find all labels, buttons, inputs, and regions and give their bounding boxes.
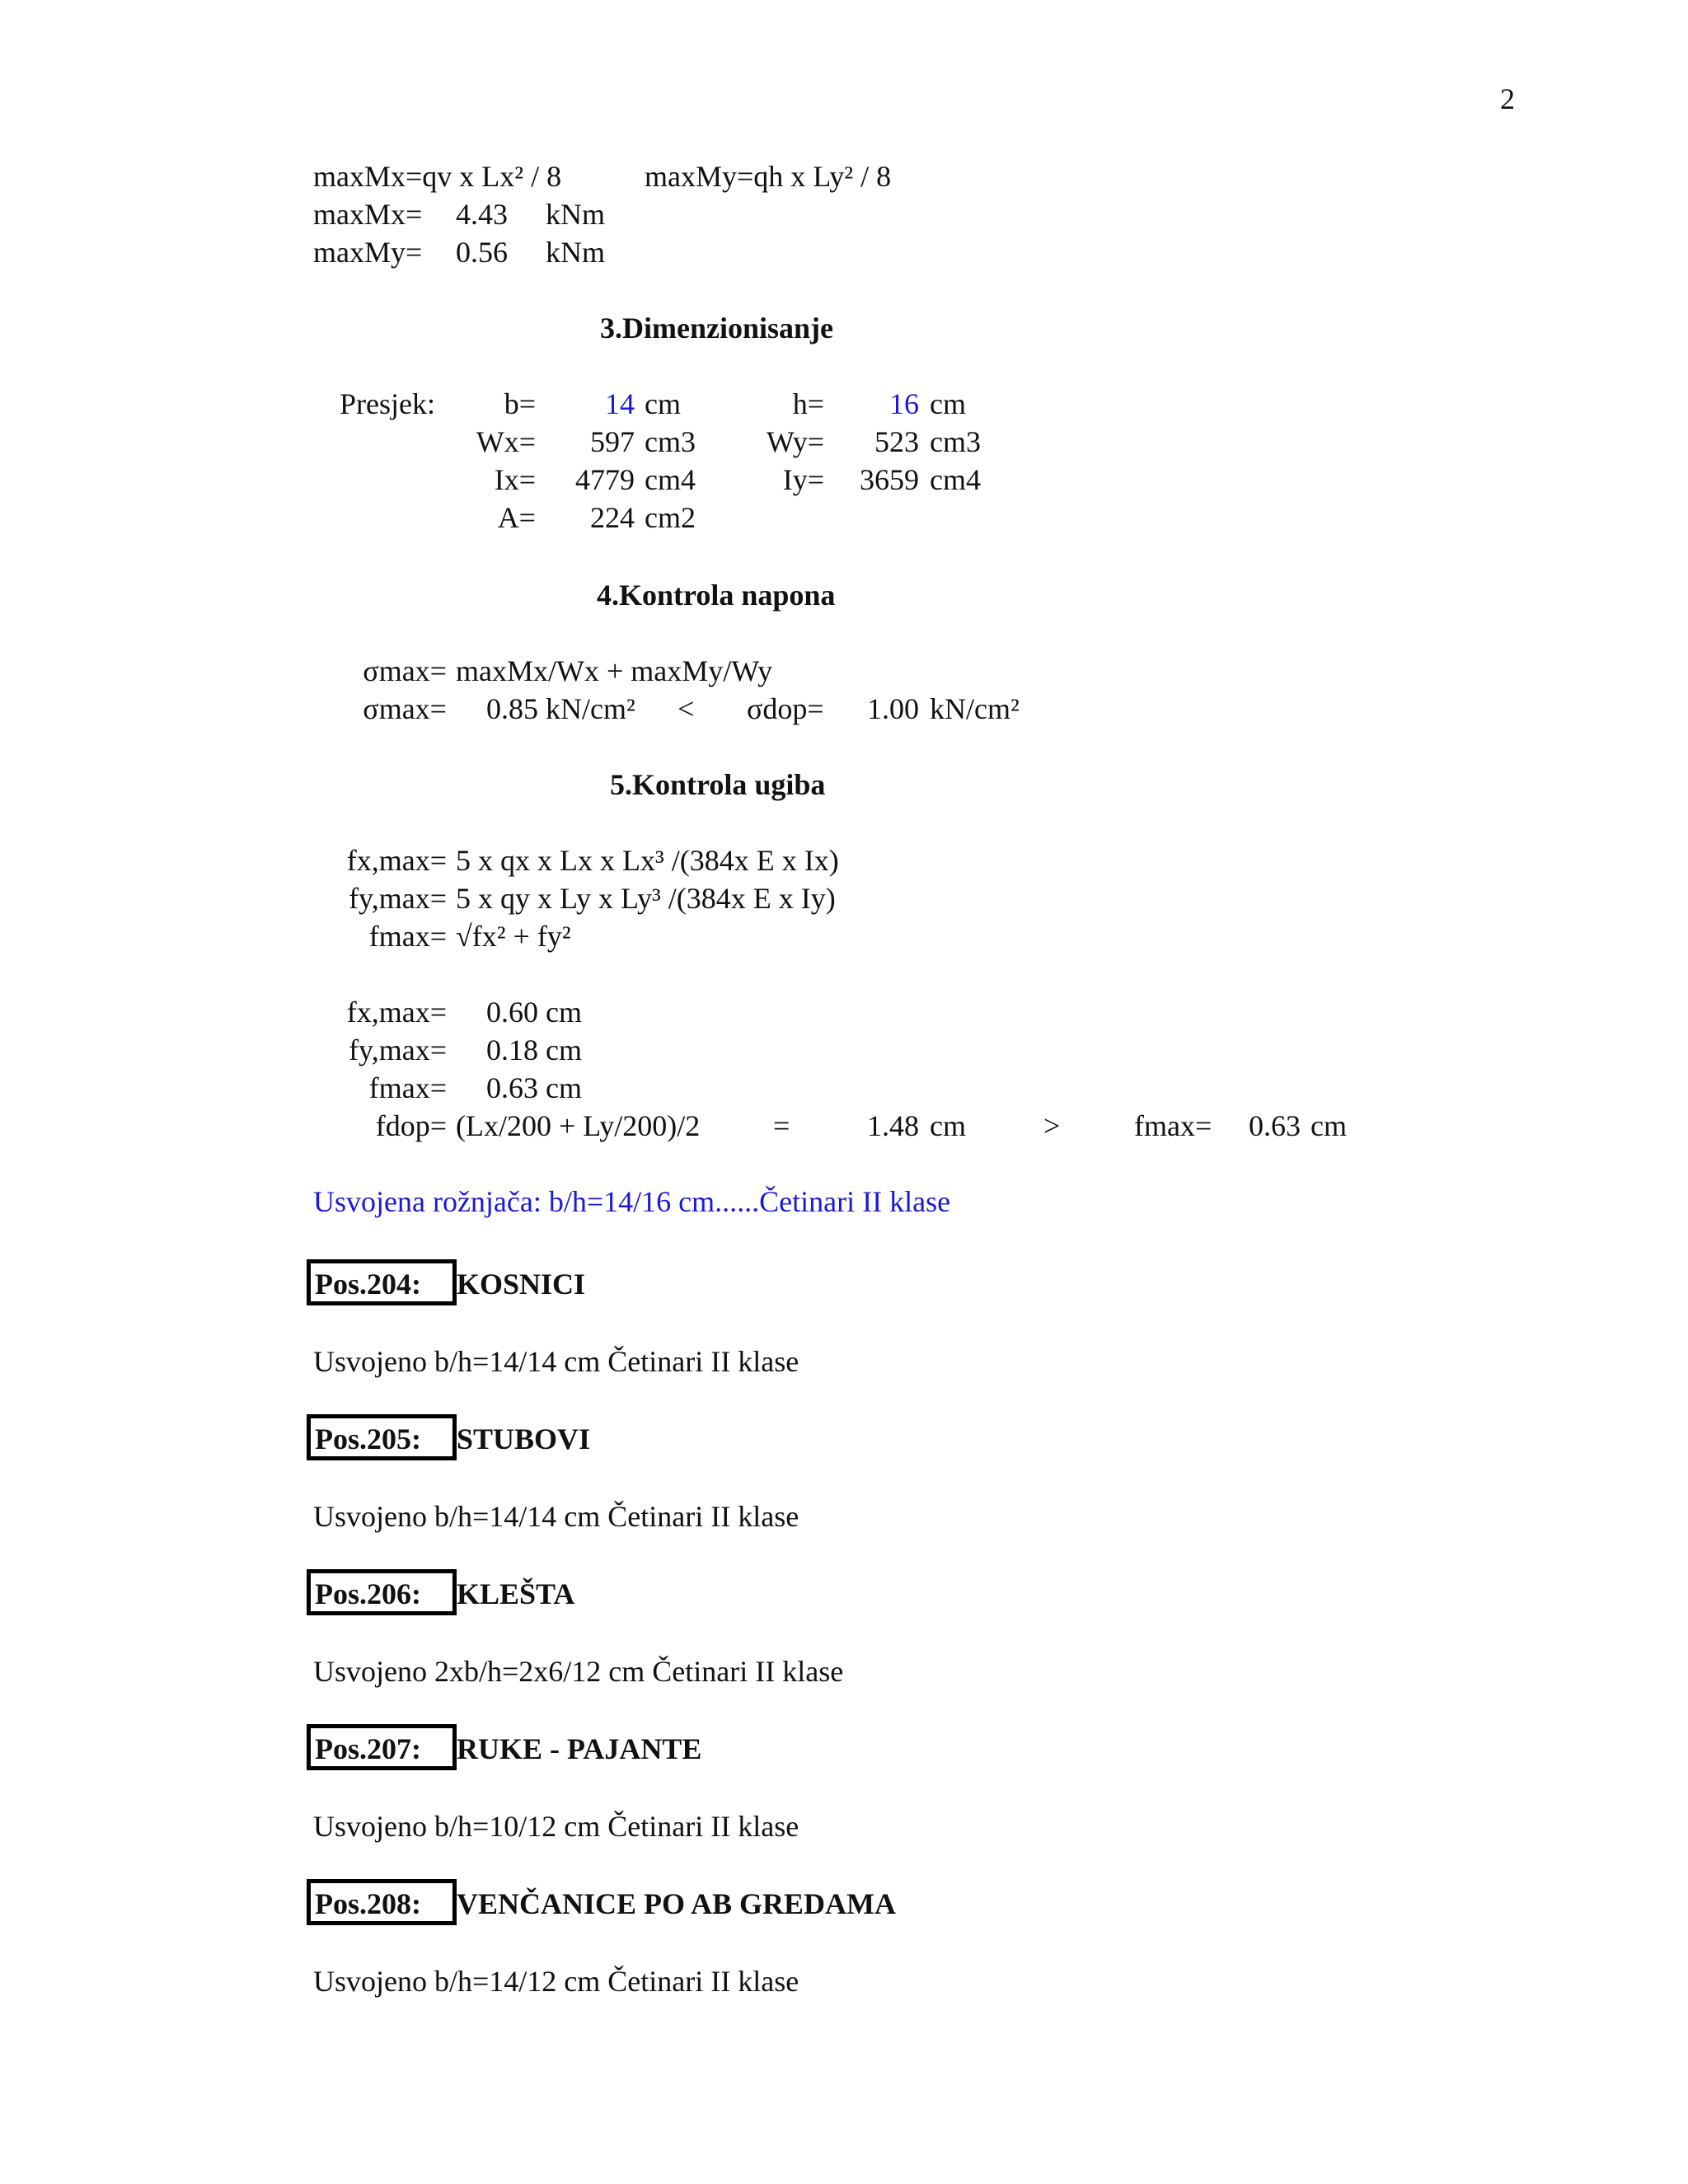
max-mx-label: maxMx=: [313, 198, 423, 231]
position-adopted-text: Usvojeno b/h=14/14 cm Četinari II klase: [313, 1345, 799, 1378]
b-unit: cm: [645, 387, 681, 420]
position-title: RUKE - PAJANTE: [457, 1732, 702, 1765]
sigma-max-label-2: σmax=: [363, 692, 447, 725]
position-adopted-text: Usvojeno b/h=10/12 cm Četinari II klase: [313, 1810, 799, 1843]
fx-max-label: fx,max=: [346, 844, 447, 877]
wx-unit: cm3: [645, 425, 696, 458]
max-my-unit: kNm: [546, 236, 605, 269]
h-label: h=: [792, 387, 824, 420]
formula-max-my: maxMy=qh x Ly² / 8: [645, 160, 892, 193]
a-unit: cm2: [645, 501, 696, 534]
fmax-label-3: fmax=: [1134, 1109, 1212, 1142]
fdop-label: fdop=: [375, 1109, 447, 1142]
fmax-value: 0.63: [486, 1071, 538, 1104]
h-unit: cm: [930, 387, 966, 420]
fmax-formula: √fx² + fy²: [456, 920, 571, 953]
iy-label: Iy=: [782, 463, 824, 496]
iy-value: 3659: [860, 463, 919, 496]
position-number: Pos.208:: [315, 1887, 421, 1920]
sigma-max-formula: maxMx/Wx + maxMy/Wy: [456, 654, 773, 687]
max-my-value: 0.56: [456, 236, 508, 269]
sigma-dop-label: σdop=: [747, 692, 824, 725]
position-title: KOSNICI: [457, 1268, 586, 1301]
formula-max-mx: maxMx=qv x Lx² / 8: [313, 160, 562, 193]
fy-max-label: fy,max=: [349, 882, 447, 915]
fdop-formula: (Lx/200 + Ly/200)/2: [456, 1109, 701, 1142]
fmax-label-2: fmax=: [368, 1071, 447, 1104]
less-than-sign: <: [678, 692, 695, 725]
iy-unit: cm4: [930, 463, 981, 496]
wy-value: 523: [874, 425, 919, 458]
sigma-max-unit: kN/cm²: [546, 692, 635, 725]
fx-max-label-2: fx,max=: [346, 996, 447, 1029]
position-adopted-text: Usvojeno 2xb/h=2x6/12 cm Četinari II klase: [313, 1655, 844, 1688]
position-number: Pos.204:: [315, 1268, 421, 1301]
position-title: VENČANICE PO AB GREDAMA: [457, 1887, 897, 1920]
wy-unit: cm3: [930, 425, 981, 458]
fx-max-value: 0.60: [486, 996, 538, 1029]
presjek-label: Presjek:: [340, 387, 435, 420]
wx-value: 597: [590, 425, 635, 458]
position-adopted-text: Usvojeno b/h=14/12 cm Četinari II klase: [313, 1965, 799, 1998]
adopted-purlin-text: Usvojena rožnjača: b/h=14/16 cm......Četinari II klase: [313, 1185, 951, 1218]
position-number: Pos.207:: [315, 1732, 421, 1765]
fy-max-value: 0.18: [486, 1033, 538, 1066]
b-value: 14: [605, 387, 635, 420]
fx-max-unit: cm: [546, 996, 582, 1029]
fmax-unit: cm: [546, 1071, 582, 1104]
fy-max-formula: 5 x qy x Ly x Ly³ /(384x E x Iy): [456, 882, 836, 915]
sigma-max-value: 0.85: [486, 692, 538, 725]
fmax-unit-3: cm: [1311, 1109, 1347, 1142]
fdop-value: 1.48: [867, 1109, 919, 1142]
equals-sign: =: [773, 1109, 790, 1142]
max-mx-unit: kNm: [546, 198, 605, 231]
ix-value: 4779: [575, 463, 635, 496]
a-label: A=: [497, 501, 536, 534]
fmax-label: fmax=: [368, 920, 447, 953]
ix-unit: cm4: [645, 463, 696, 496]
section-heading-kontrola-ugiba: 5.Kontrola ugiba: [610, 768, 826, 801]
position-number: Pos.206:: [315, 1577, 421, 1610]
position-adopted-text: Usvojeno b/h=14/14 cm Četinari II klase: [313, 1500, 799, 1533]
b-label: b=: [504, 387, 536, 420]
a-value: 224: [590, 501, 635, 534]
fy-max-unit: cm: [546, 1033, 582, 1066]
fmax-value-3: 0.63: [1249, 1109, 1301, 1142]
position-title: STUBOVI: [457, 1422, 591, 1455]
sigma-dop-unit: kN/cm²: [930, 692, 1020, 725]
sigma-dop-value: 1.00: [867, 692, 919, 725]
max-mx-value: 4.43: [456, 198, 508, 231]
wy-label: Wy=: [766, 425, 824, 458]
position-number: Pos.205:: [315, 1422, 421, 1455]
page-number: 2: [1500, 82, 1515, 115]
wx-label: Wx=: [476, 425, 536, 458]
h-value: 16: [889, 387, 919, 420]
greater-than-sign: >: [1043, 1109, 1061, 1142]
section-heading-kontrola-napona: 4.Kontrola napona: [597, 579, 836, 612]
section-heading-dimenzionisanje: 3.Dimenzionisanje: [600, 312, 833, 344]
fx-max-formula: 5 x qx x Lx x Lx³ /(384x E x Ix): [456, 844, 839, 877]
ix-label: Ix=: [494, 463, 536, 496]
sigma-max-label: σmax=: [363, 654, 447, 687]
max-my-label: maxMy=: [313, 236, 423, 269]
fy-max-label-2: fy,max=: [349, 1033, 447, 1066]
position-title: KLEŠTA: [457, 1577, 575, 1610]
fdop-unit: cm: [930, 1109, 966, 1142]
